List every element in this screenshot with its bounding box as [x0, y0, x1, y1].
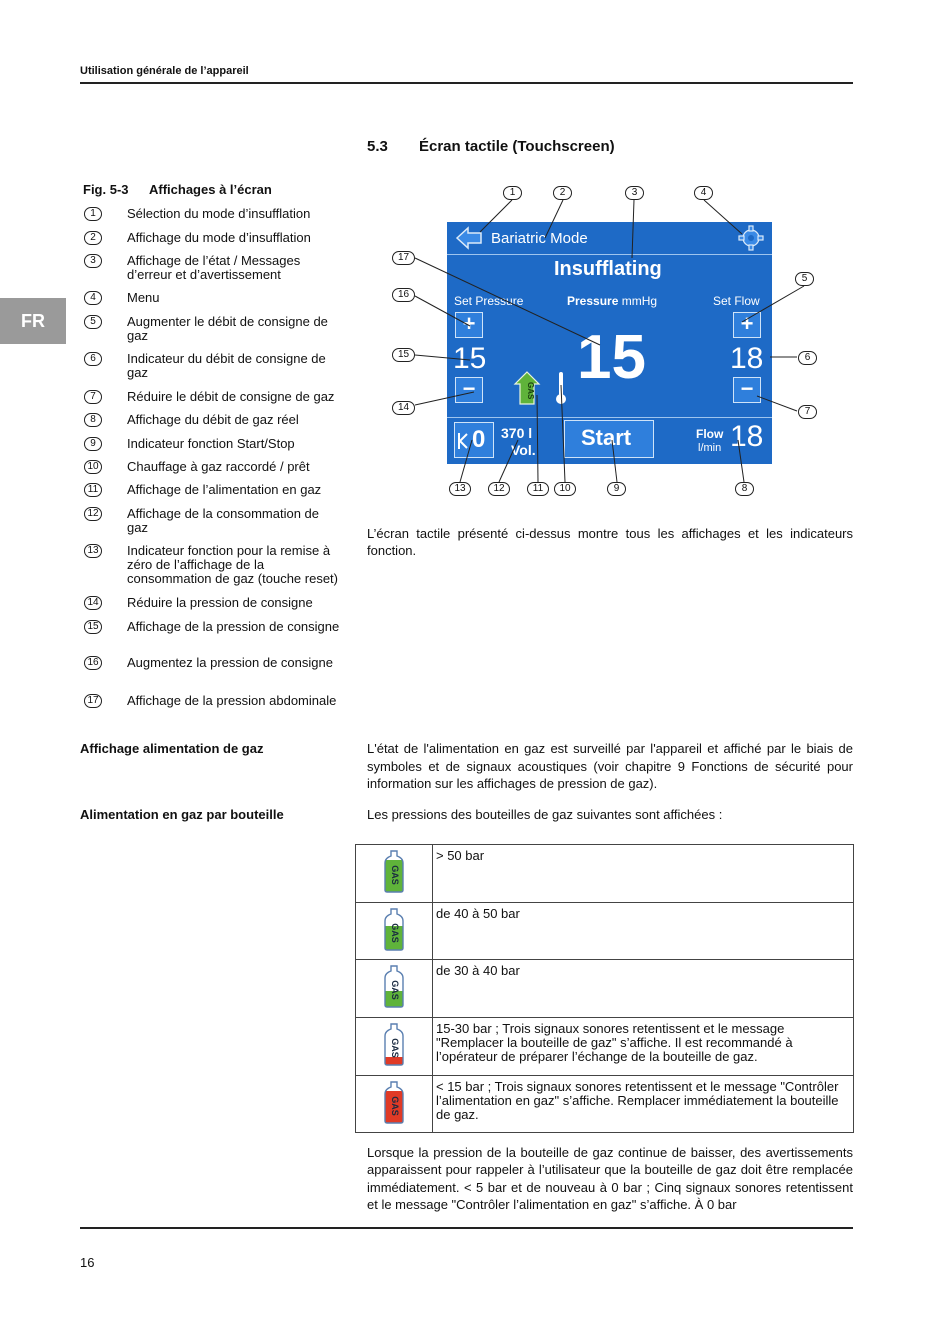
- legend-text: Indicateur du débit de consigne de gaz: [127, 351, 326, 380]
- set-pressure-value: 15: [453, 342, 487, 375]
- legend-number: 10: [84, 460, 102, 474]
- gas-bottle-label: GAS: [390, 922, 400, 943]
- footer-rule: [80, 1227, 853, 1229]
- legend-text: Augmenter le débit de consigne de gaz: [127, 314, 328, 343]
- legend-number: 2: [84, 231, 102, 245]
- section-number: 5.3: [367, 138, 388, 155]
- callout-10: 10: [554, 482, 576, 496]
- legend-number: 1: [84, 207, 102, 221]
- legend-number: 7: [84, 390, 102, 404]
- legend-number: 6: [84, 352, 102, 366]
- figure-title-text: Affichages à l’écran: [149, 182, 272, 197]
- table-row: [356, 960, 854, 1018]
- callout-5: 5: [795, 272, 814, 286]
- gas-bottle-label: GAS: [390, 865, 400, 885]
- legend-number: 13: [84, 544, 102, 558]
- legend-number: 5: [84, 315, 102, 329]
- page-header-title: Utilisation générale de l’appareil: [80, 65, 249, 77]
- set-pressure-label: Set Pressure: [454, 294, 524, 308]
- table-row: [356, 845, 854, 903]
- legend-text: Réduire le débit de consigne de gaz: [127, 389, 335, 404]
- table-row: [356, 1076, 854, 1133]
- legend-number: 17: [84, 694, 102, 708]
- table-cell: [356, 845, 433, 903]
- legend-number: 4: [84, 291, 102, 305]
- closing-paragraph: Lorsque la pression de la bouteille de gaz continue de baisser, des avertissements apparaissent pour rappeler à l’utilisateur que la bouteille de gaz doit être remplacée immédiatement. < 5 bar et de nouveau à 0 bar ; Cinq signaux sonores retentissent et le message "Contrôler l’alimentation en gaz" s’affiche. À 0 bar: [367, 1145, 853, 1212]
- callout-12: 12: [488, 482, 510, 496]
- callout-7: 7: [798, 405, 817, 419]
- gas-bottle-icon: [383, 908, 405, 952]
- legend-number: 16: [84, 656, 102, 670]
- legend-number: 9: [84, 437, 102, 451]
- legend-text: Augmentez la pression de consigne: [127, 655, 333, 670]
- table-cell: < 15 bar ; Trois signaux sonores retentissent et le message "Contrôler l’alimentation en gaz" s’affiche. Remplacer immédiatement la bouteille de gaz.: [433, 1076, 854, 1133]
- bottle-intro: Les pressions des bouteilles de gaz suivantes sont affichées :: [367, 807, 723, 822]
- gas-pressure-table: [355, 844, 854, 1133]
- callout-11: 11: [527, 482, 549, 496]
- legend-number: 11: [84, 483, 102, 497]
- table-cell: [356, 1076, 433, 1133]
- set-flow-value: 18: [730, 342, 764, 375]
- table-cell: de 40 à 50 bar: [433, 903, 854, 960]
- legend-text: Chauffage à gaz raccordé / prêt: [127, 459, 310, 474]
- gas-bottle-label: GAS: [390, 1038, 400, 1058]
- figure-number: Fig. 5-3: [83, 182, 129, 197]
- status-label: Insufflating: [554, 258, 662, 280]
- page-number: 16: [80, 1255, 95, 1270]
- legend-text: Affichage de la pression de consigne: [127, 619, 340, 634]
- legend-text: Menu: [127, 290, 160, 305]
- callout-15: 15: [392, 348, 415, 362]
- flow-label: Flow: [696, 427, 724, 441]
- callout-17: 17: [392, 251, 415, 265]
- actual-flow-value: 18: [730, 420, 764, 453]
- legend-text: Indicateur fonction Start/Stop: [127, 436, 295, 451]
- table-cell: [356, 1018, 433, 1076]
- gas-bottle-label: GAS: [390, 1095, 400, 1116]
- legend-text: Affichage de la consommation de gaz: [127, 506, 319, 535]
- table-row: [356, 1018, 854, 1076]
- mode-label: Bariatric Mode: [491, 230, 588, 247]
- callout-14: 14: [392, 401, 415, 415]
- intro-paragraph: L’écran tactile présenté ci-dessus montre tous les affichages et les indicateurs fonction.: [367, 526, 853, 558]
- gas-bottle-icon: [383, 850, 405, 894]
- legend-number: 15: [84, 620, 102, 634]
- section-title-text: Écran tactile (Touchscreen): [419, 138, 615, 155]
- volume-label: Vol.: [511, 442, 536, 458]
- callout-6: 6: [798, 351, 817, 365]
- callout-3: 3: [625, 186, 644, 200]
- legend-number: 14: [84, 596, 102, 610]
- gas-icon-text: GAS: [526, 382, 535, 400]
- legend-number: 8: [84, 413, 102, 427]
- legend-number: 3: [84, 254, 102, 268]
- callout-8: 8: [735, 482, 754, 496]
- bottle-heading: Alimentation en gaz par bouteille: [80, 807, 284, 822]
- language-tab: FR: [0, 298, 66, 344]
- gas-supply-heading: Affichage alimentation de gaz: [80, 741, 264, 756]
- gas-bottle-label: GAS: [390, 980, 400, 1000]
- table-cell: > 50 bar: [433, 845, 854, 903]
- legend-text: Réduire la pression de consigne: [127, 595, 313, 610]
- gas-supply-paragraph: L'état de l'alimentation en gaz est surveillé par l'appareil et affiché par le biais de symboles et de signaux acoustiques (voir chapitre 9 Fonctions de sécurité pour information sur les affichages de pression de gaz).: [367, 741, 853, 791]
- legend-text: Affichage de l’alimentation en gaz: [127, 482, 322, 497]
- gas-bottle-icon: [383, 1023, 405, 1067]
- gas-bottle-icon: [383, 965, 405, 1009]
- table-row: [356, 903, 854, 960]
- volume-value: 370 l: [501, 425, 533, 441]
- increase-flow-button[interactable]: +: [733, 312, 761, 338]
- legend-text: Affichage du mode d’insufflation: [127, 230, 311, 245]
- pressure-unit: mmHg: [621, 294, 658, 308]
- flow-unit: l/min: [698, 442, 722, 454]
- set-flow-label: Set Flow: [713, 294, 760, 308]
- callout-9: 9: [607, 482, 626, 496]
- abdominal-pressure-value: 15: [577, 323, 646, 392]
- pressure-label-text: Pressure: [567, 294, 619, 308]
- callout-4: 4: [694, 186, 713, 200]
- legend-text: Indicateur fonction pour la remise à zéro de l’affichage de la consommation de gaz (touche reset): [127, 543, 338, 586]
- reset-value: 0: [472, 426, 486, 453]
- decrease-flow-button[interactable]: −: [733, 377, 761, 403]
- table-cell: 15-30 bar ; Trois signaux sonores retentissent et le message "Remplacer la bouteille de gaz" s’affiche. Il est recommandé à l’opérateur de préparer l’échange de la bouteille de gaz.: [433, 1018, 854, 1076]
- legend-text: Sélection du mode d’insufflation: [127, 206, 311, 221]
- table-cell: [356, 903, 433, 960]
- start-label: Start: [581, 425, 632, 450]
- callout-13: 13: [449, 482, 471, 496]
- gas-bottle-icon: [383, 1081, 405, 1125]
- callout-16: 16: [392, 288, 415, 302]
- increase-pressure-button[interactable]: +: [455, 312, 483, 338]
- legend-text: Affichage du débit de gaz réel: [127, 412, 299, 427]
- table-cell: de 30 à 40 bar: [433, 960, 854, 1018]
- legend-text: Affichage de l’état / Messages d’erreur et d’avertissement: [127, 253, 301, 282]
- legend-number: 12: [84, 507, 102, 521]
- table-cell: [356, 960, 433, 1018]
- decrease-pressure-button[interactable]: −: [455, 377, 483, 403]
- callout-1: 1: [503, 186, 522, 200]
- callout-2: 2: [553, 186, 572, 200]
- legend-text: Affichage de la pression abdominale: [127, 693, 337, 708]
